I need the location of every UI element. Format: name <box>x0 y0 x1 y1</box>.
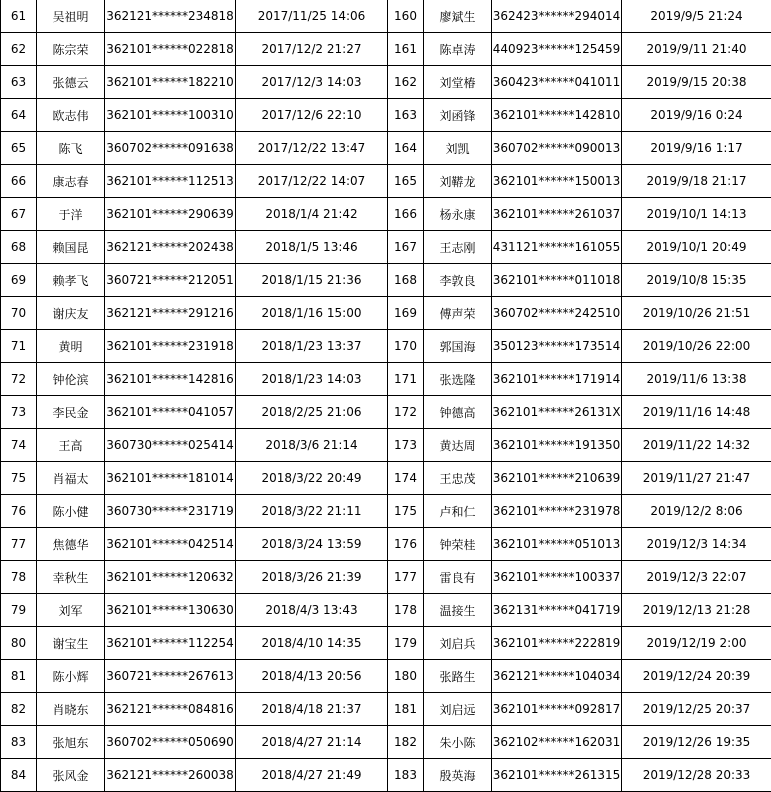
name-cell: 杨永康 <box>424 198 492 231</box>
table-row <box>1 231 771 264</box>
datetime-cell: 2018/4/27 21:49 <box>236 759 388 792</box>
id-number-cell: 360423******041011 <box>492 66 622 99</box>
id-number-cell: 362101******130630 <box>105 594 236 627</box>
row-number: 72 <box>1 363 37 396</box>
name-cell: 刘启远 <box>424 693 492 726</box>
datetime-cell: 2018/3/24 13:59 <box>236 528 388 561</box>
table-row <box>1 33 771 66</box>
row-number: 82 <box>1 693 37 726</box>
name-cell: 张路生 <box>424 660 492 693</box>
table-row <box>1 198 771 231</box>
name-cell: 陈飞 <box>37 132 105 165</box>
row-number: 64 <box>1 99 37 132</box>
datetime-cell: 2019/12/25 20:37 <box>622 693 771 726</box>
name-cell: 张旭东 <box>37 726 105 759</box>
name-cell: 钟德高 <box>424 396 492 429</box>
row-number: 177 <box>388 561 424 594</box>
name-cell: 刘鞯龙 <box>424 165 492 198</box>
row-number: 175 <box>388 495 424 528</box>
id-number-cell: 362121******104034 <box>492 660 622 693</box>
id-number-cell: 360721******267613 <box>105 660 236 693</box>
datetime-cell: 2018/3/6 21:14 <box>236 429 388 462</box>
datetime-cell: 2017/12/3 14:03 <box>236 66 388 99</box>
datetime-cell: 2019/10/26 22:00 <box>622 330 771 363</box>
datetime-cell: 2019/9/11 21:40 <box>622 33 771 66</box>
row-number: 162 <box>388 66 424 99</box>
datetime-cell: 2018/1/23 13:37 <box>236 330 388 363</box>
name-cell: 殷英海 <box>424 759 492 792</box>
datetime-cell: 2019/10/26 21:51 <box>622 297 771 330</box>
row-number: 74 <box>1 429 37 462</box>
id-number-cell: 362101******222819 <box>492 627 622 660</box>
table-row <box>1 693 771 726</box>
row-number: 75 <box>1 462 37 495</box>
datetime-cell: 2019/11/6 13:38 <box>622 363 771 396</box>
row-number: 160 <box>388 0 424 33</box>
datetime-cell: 2017/12/22 13:47 <box>236 132 388 165</box>
table-row <box>1 165 771 198</box>
table-row <box>1 429 771 462</box>
row-number: 181 <box>388 693 424 726</box>
row-number: 77 <box>1 528 37 561</box>
name-cell: 温接生 <box>424 594 492 627</box>
id-number-cell: 362101******26131X <box>492 396 622 429</box>
datetime-cell: 2018/4/18 21:37 <box>236 693 388 726</box>
datetime-cell: 2019/9/15 20:38 <box>622 66 771 99</box>
id-number-cell: 362101******150013 <box>492 165 622 198</box>
name-cell: 陈小健 <box>37 495 105 528</box>
name-cell: 刘启兵 <box>424 627 492 660</box>
datetime-cell: 2019/12/2 8:06 <box>622 495 771 528</box>
row-number: 76 <box>1 495 37 528</box>
row-number: 163 <box>388 99 424 132</box>
datetime-cell: 2019/9/16 0:24 <box>622 99 771 132</box>
id-number-cell: 362101******042514 <box>105 528 236 561</box>
name-cell: 谢宝生 <box>37 627 105 660</box>
row-number: 62 <box>1 33 37 66</box>
id-number-cell: 362121******084816 <box>105 693 236 726</box>
row-number: 68 <box>1 231 37 264</box>
datetime-cell: 2019/12/28 20:33 <box>622 759 771 792</box>
name-cell: 刘军 <box>37 594 105 627</box>
row-number: 172 <box>388 396 424 429</box>
name-cell: 肖福太 <box>37 462 105 495</box>
datetime-cell: 2018/1/15 21:36 <box>236 264 388 297</box>
table-row <box>1 561 771 594</box>
datetime-cell: 2018/2/25 21:06 <box>236 396 388 429</box>
id-number-cell: 362101******011018 <box>492 264 622 297</box>
row-number: 183 <box>388 759 424 792</box>
name-cell: 赖孝飞 <box>37 264 105 297</box>
table-row <box>1 495 771 528</box>
name-cell: 欧志伟 <box>37 99 105 132</box>
name-cell: 刘函锋 <box>424 99 492 132</box>
row-number: 65 <box>1 132 37 165</box>
id-number-cell: 362121******202438 <box>105 231 236 264</box>
table-row <box>1 759 771 792</box>
id-number-cell: 362101******100337 <box>492 561 622 594</box>
datetime-cell: 2019/12/19 2:00 <box>622 627 771 660</box>
name-cell: 张选隆 <box>424 363 492 396</box>
id-number-cell: 362121******291216 <box>105 297 236 330</box>
id-number-cell: 431121******161055 <box>492 231 622 264</box>
name-cell: 刘堂椿 <box>424 66 492 99</box>
id-number-cell: 360702******091638 <box>105 132 236 165</box>
id-number-cell: 362101******142816 <box>105 363 236 396</box>
name-cell: 谢庆友 <box>37 297 105 330</box>
id-number-cell: 362101******142810 <box>492 99 622 132</box>
id-number-cell: 362101******022818 <box>105 33 236 66</box>
datetime-cell: 2019/9/5 21:24 <box>622 0 771 33</box>
id-number-cell: 360730******231719 <box>105 495 236 528</box>
table-row <box>1 396 771 429</box>
name-cell: 陈小辉 <box>37 660 105 693</box>
row-number: 180 <box>388 660 424 693</box>
id-number-cell: 362101******191350 <box>492 429 622 462</box>
id-number-cell: 360730******025414 <box>105 429 236 462</box>
table-row <box>1 330 771 363</box>
datetime-cell: 2019/11/22 14:32 <box>622 429 771 462</box>
datetime-cell: 2018/3/22 20:49 <box>236 462 388 495</box>
row-number: 170 <box>388 330 424 363</box>
name-cell: 康志春 <box>37 165 105 198</box>
datetime-cell: 2018/4/27 21:14 <box>236 726 388 759</box>
row-number: 66 <box>1 165 37 198</box>
datetime-cell: 2018/4/10 14:35 <box>236 627 388 660</box>
datetime-cell: 2019/11/16 14:48 <box>622 396 771 429</box>
table-row <box>1 660 771 693</box>
name-cell: 李民金 <box>37 396 105 429</box>
id-number-cell: 362101******231978 <box>492 495 622 528</box>
id-number-cell: 360721******212051 <box>105 264 236 297</box>
id-number-cell: 362101******171914 <box>492 363 622 396</box>
id-number-cell: 362101******112513 <box>105 165 236 198</box>
datetime-cell: 2018/1/5 13:46 <box>236 231 388 264</box>
row-number: 73 <box>1 396 37 429</box>
id-number-cell: 360702******242510 <box>492 297 622 330</box>
id-number-cell: 362101******120632 <box>105 561 236 594</box>
id-number-cell: 362101******261315 <box>492 759 622 792</box>
table-row <box>1 66 771 99</box>
row-number: 78 <box>1 561 37 594</box>
name-cell: 于洋 <box>37 198 105 231</box>
name-cell: 幸秋生 <box>37 561 105 594</box>
table-row <box>1 528 771 561</box>
name-cell: 雷良有 <box>424 561 492 594</box>
datetime-cell: 2018/1/23 14:03 <box>236 363 388 396</box>
row-number: 70 <box>1 297 37 330</box>
id-number-cell: 362101******092817 <box>492 693 622 726</box>
row-number: 81 <box>1 660 37 693</box>
name-cell: 李敦良 <box>424 264 492 297</box>
row-number: 63 <box>1 66 37 99</box>
row-number: 179 <box>388 627 424 660</box>
row-number: 84 <box>1 759 37 792</box>
datetime-cell: 2017/12/22 14:07 <box>236 165 388 198</box>
id-number-cell: 440923******125459 <box>492 33 622 66</box>
datetime-cell: 2019/12/3 22:07 <box>622 561 771 594</box>
datetime-cell: 2018/4/3 13:43 <box>236 594 388 627</box>
id-number-cell: 360702******050690 <box>105 726 236 759</box>
id-number-cell: 362121******234818 <box>105 0 236 33</box>
datetime-cell: 2019/12/3 14:34 <box>622 528 771 561</box>
table-row <box>1 0 771 33</box>
datetime-cell: 2017/11/25 14:06 <box>236 0 388 33</box>
datetime-cell: 2019/10/1 20:49 <box>622 231 771 264</box>
name-cell: 陈宗荣 <box>37 33 105 66</box>
id-number-cell: 362131******041719 <box>492 594 622 627</box>
datetime-cell: 2018/3/26 21:39 <box>236 561 388 594</box>
id-number-cell: 362101******261037 <box>492 198 622 231</box>
name-cell: 黄明 <box>37 330 105 363</box>
datetime-cell: 2018/4/13 20:56 <box>236 660 388 693</box>
datetime-cell: 2018/1/4 21:42 <box>236 198 388 231</box>
name-cell: 赖国昆 <box>37 231 105 264</box>
row-number: 182 <box>388 726 424 759</box>
datetime-cell: 2019/9/18 21:17 <box>622 165 771 198</box>
name-cell: 刘凯 <box>424 132 492 165</box>
name-cell: 王高 <box>37 429 105 462</box>
row-number: 165 <box>388 165 424 198</box>
id-number-cell: 362121******260038 <box>105 759 236 792</box>
row-number: 83 <box>1 726 37 759</box>
row-number: 79 <box>1 594 37 627</box>
table-row <box>1 594 771 627</box>
row-number: 171 <box>388 363 424 396</box>
name-cell: 焦德华 <box>37 528 105 561</box>
datetime-cell: 2019/10/8 15:35 <box>622 264 771 297</box>
name-cell: 钟荣桂 <box>424 528 492 561</box>
table-row <box>1 132 771 165</box>
table-row <box>1 363 771 396</box>
name-cell: 钟伦滨 <box>37 363 105 396</box>
datetime-cell: 2019/9/16 1:17 <box>622 132 771 165</box>
name-cell: 张风金 <box>37 759 105 792</box>
id-number-cell: 362101******231918 <box>105 330 236 363</box>
datetime-cell: 2019/10/1 14:13 <box>622 198 771 231</box>
name-cell: 廖斌生 <box>424 0 492 33</box>
id-number-cell: 362101******210639 <box>492 462 622 495</box>
id-number-cell: 362102******162031 <box>492 726 622 759</box>
datetime-cell: 2018/3/22 21:11 <box>236 495 388 528</box>
name-cell: 黄达周 <box>424 429 492 462</box>
table-row <box>1 297 771 330</box>
table-row <box>1 627 771 660</box>
table-row <box>1 726 771 759</box>
datetime-cell: 2019/11/27 21:47 <box>622 462 771 495</box>
id-number-cell: 362101******100310 <box>105 99 236 132</box>
row-number: 80 <box>1 627 37 660</box>
name-cell: 张德云 <box>37 66 105 99</box>
name-cell: 陈卓涛 <box>424 33 492 66</box>
id-number-cell: 362101******181014 <box>105 462 236 495</box>
row-number: 168 <box>388 264 424 297</box>
id-number-cell: 360702******090013 <box>492 132 622 165</box>
row-number: 176 <box>388 528 424 561</box>
row-number: 69 <box>1 264 37 297</box>
datetime-cell: 2018/1/16 15:00 <box>236 297 388 330</box>
row-number: 167 <box>388 231 424 264</box>
datetime-cell: 2017/12/6 22:10 <box>236 99 388 132</box>
id-number-cell: 362101******051013 <box>492 528 622 561</box>
table-row <box>1 264 771 297</box>
table-body <box>1 0 771 792</box>
row-number: 169 <box>388 297 424 330</box>
id-number-cell: 362101******182210 <box>105 66 236 99</box>
id-number-cell: 362101******112254 <box>105 627 236 660</box>
row-number: 71 <box>1 330 37 363</box>
row-number: 166 <box>388 198 424 231</box>
name-cell: 王志刚 <box>424 231 492 264</box>
row-number: 173 <box>388 429 424 462</box>
id-number-cell: 362101******290639 <box>105 198 236 231</box>
name-cell: 卢和仁 <box>424 495 492 528</box>
row-number: 178 <box>388 594 424 627</box>
row-number: 174 <box>388 462 424 495</box>
datetime-cell: 2019/12/26 19:35 <box>622 726 771 759</box>
name-cell: 傅声荣 <box>424 297 492 330</box>
id-number-cell: 350123******173514 <box>492 330 622 363</box>
datetime-cell: 2019/12/24 20:39 <box>622 660 771 693</box>
id-number-cell: 362423******294014 <box>492 0 622 33</box>
name-cell: 郭国海 <box>424 330 492 363</box>
row-number: 67 <box>1 198 37 231</box>
row-number: 161 <box>388 33 424 66</box>
datetime-cell: 2019/12/13 21:28 <box>622 594 771 627</box>
name-cell: 王忠茂 <box>424 462 492 495</box>
row-number: 164 <box>388 132 424 165</box>
id-number-cell: 362101******041057 <box>105 396 236 429</box>
name-cell: 朱小陈 <box>424 726 492 759</box>
table-row <box>1 462 771 495</box>
table-row <box>1 99 771 132</box>
name-cell: 肖晓东 <box>37 693 105 726</box>
datetime-cell: 2017/12/2 21:27 <box>236 33 388 66</box>
row-number: 61 <box>1 0 37 33</box>
name-cell: 吴祖明 <box>37 0 105 33</box>
